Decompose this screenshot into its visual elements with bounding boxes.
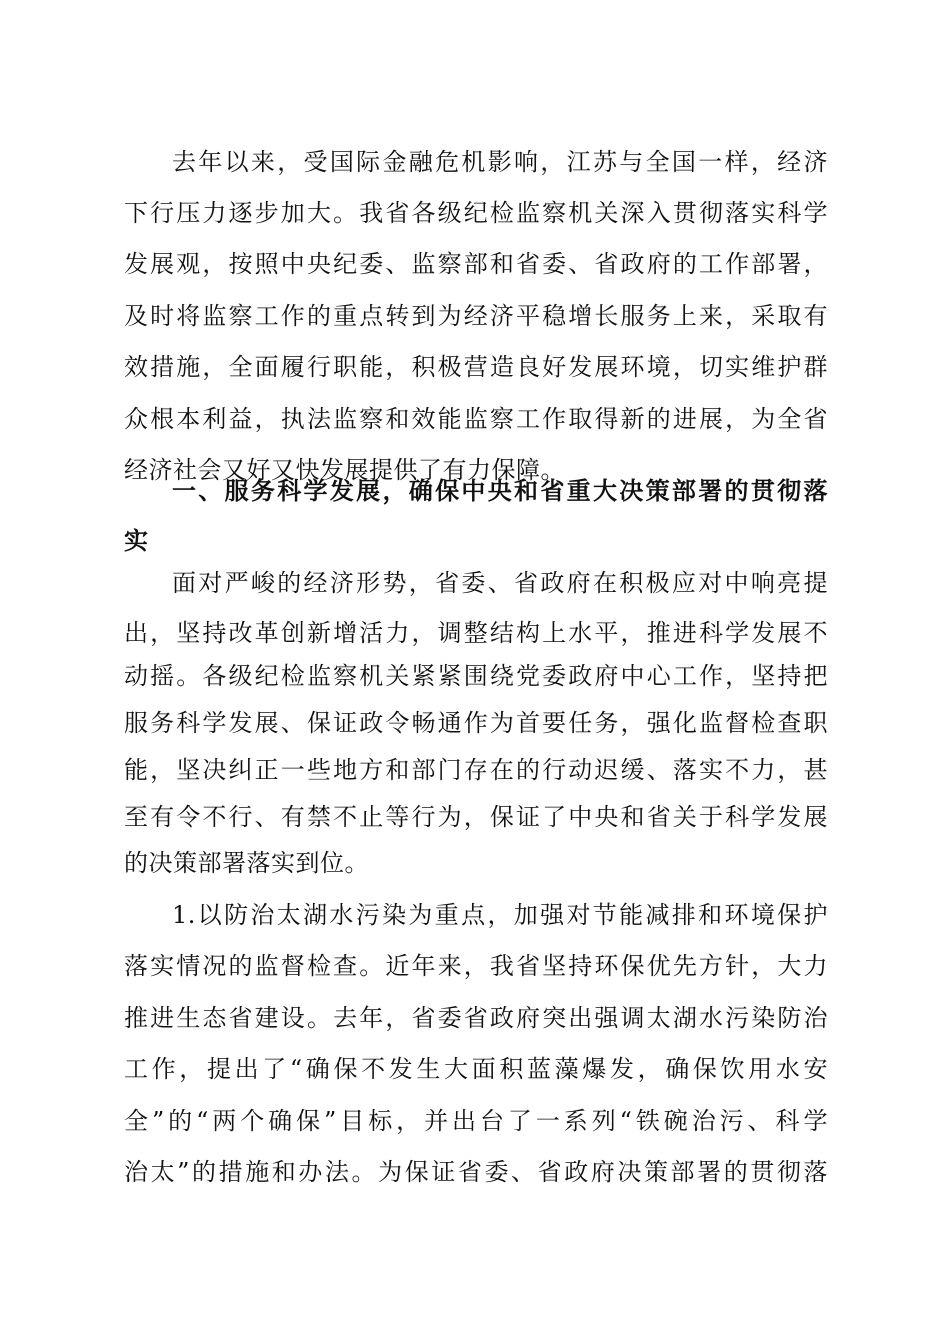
text-line: 及时将监察工作的重点转到为经济平稳增长服务上来，采取有 (124, 302, 828, 330)
text-line: 治太”的措施和办法。为保证省委、省政府决策部署的贯彻落 (124, 1158, 828, 1186)
text-line: 的决策部署落实到位。 (124, 849, 369, 877)
text-line: 1.以防治太湖水污染为重点，加强对节能减排和环境保护 (172, 901, 828, 929)
text-line: 动摇。各级纪检监察机关紧紧围绕党委政府中心工作，坚持把 (124, 662, 828, 690)
text-line: 落实情况的监督检查。近年来，我省坚持环保优先方针，大力 (124, 952, 828, 980)
text-line: 全”的“两个确保”目标，并出台了一系列“铁碗治污、科学 (124, 1107, 828, 1135)
text-line: 下行压力逐步加大。我省各级纪检监察机关深入贯彻落实科学 (124, 199, 828, 227)
text-line: 能，坚决纠正一些地方和部门存在的行动迟缓、落实不力，甚 (124, 756, 828, 784)
heading-line: 一、服务科学发展，确保中央和省重大决策部署的贯彻落 (172, 477, 828, 505)
heading-line: 实 (124, 527, 149, 555)
text-line: 工作，提出了“确保不发生大面积蓝藻爆发，确保饮用水安 (124, 1055, 828, 1083)
text-line: 推进生态省建设。去年，省委省政府突出强调太湖水污染防治 (124, 1004, 828, 1032)
text-line: 效措施，全面履行职能，积极营造良好发展环境，切实维护群 (124, 353, 828, 381)
text-line: 经济社会又好又快发展提供了有力保障。 (124, 456, 565, 484)
text-line: 面对严峻的经济形势，省委、省政府在积极应对中响亮提 (172, 569, 828, 597)
text-line: 服务科学发展、保证政令畅通作为首要任务，强化监督检查职 (124, 709, 828, 737)
text-line: 至有令不行、有禁不止等行为，保证了中央和省关于科学发展 (124, 803, 828, 831)
text-line: 出，坚持改革创新增活力，调整结构上水平，推进科学发展不 (124, 619, 828, 647)
text-line: 去年以来，受国际金融危机影响，江苏与全国一样，经济 (172, 148, 828, 176)
text-line: 发展观，按照中央纪委、监察部和省委、省政府的工作部署， (124, 250, 828, 278)
text-line: 众根本利益，执法监察和效能监察工作取得新的进展，为全省 (124, 405, 828, 433)
